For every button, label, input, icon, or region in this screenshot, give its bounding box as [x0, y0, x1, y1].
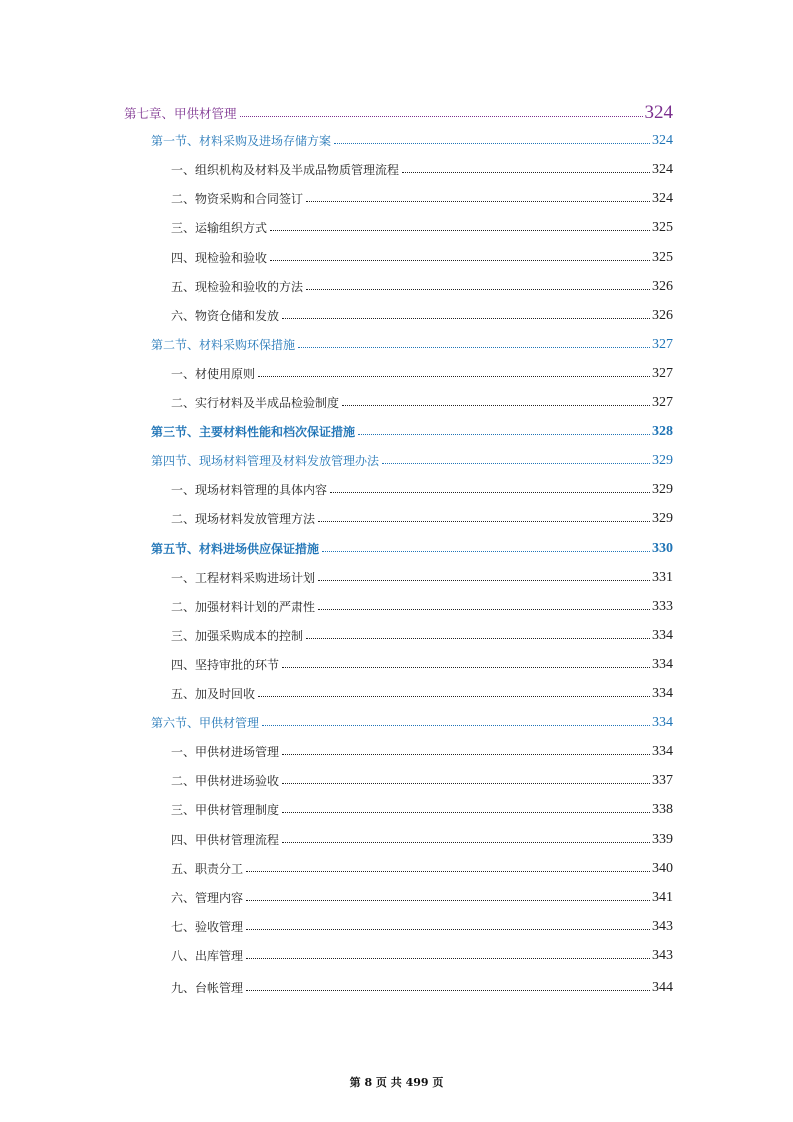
toc-entry-title: 二、实行材料及半成品检验制度	[171, 396, 340, 410]
toc-entry-page: 327	[652, 395, 673, 410]
toc-dot-leader	[298, 347, 650, 348]
toc-item-entry[interactable]	[171, 947, 673, 964]
toc-entry-title: 六、物资仓储和发放	[171, 308, 280, 323]
toc-dot-leader	[246, 900, 650, 901]
toc-entry-page: 334	[652, 715, 673, 731]
toc-entry-page: 326	[652, 307, 673, 323]
toc-item-entry[interactable]	[171, 394, 673, 411]
toc-section-entry[interactable]	[151, 714, 673, 731]
toc-entry-page: 325	[652, 220, 673, 236]
toc-item-entry[interactable]	[171, 743, 673, 760]
toc-entry-page: 325	[652, 249, 673, 265]
toc-entry-title: 二、甲供材进场验收	[171, 774, 280, 789]
toc-item-entry[interactable]	[171, 249, 673, 266]
toc-entry-page: 344	[652, 980, 673, 995]
toc-entry-title: 第四节、现场材料管理及材料发放管理办法	[151, 454, 380, 469]
toc-section-entry[interactable]	[151, 423, 673, 440]
toc-item-entry[interactable]	[171, 685, 673, 702]
toc-dot-leader	[270, 230, 650, 231]
toc-entry-page: 324	[652, 133, 673, 149]
toc-entry-title: 第三节、主要材料性能和档次保证措施	[151, 425, 356, 440]
toc-item-entry[interactable]	[171, 307, 673, 324]
toc-entry-title: 一、现场材料管理的具体内容	[171, 483, 328, 498]
toc-entry-title: 一、组织机构及材料及半成品物质管理流程	[171, 163, 400, 178]
toc-entry-page: 334	[652, 627, 673, 643]
toc-item-entry[interactable]	[171, 219, 673, 236]
toc-entry-page: 338	[652, 802, 673, 818]
toc-item-entry[interactable]	[171, 889, 673, 906]
toc-entry-page: 324	[652, 162, 673, 178]
toc-item-entry[interactable]	[171, 831, 673, 848]
toc-entry-page: 334	[652, 744, 673, 760]
toc-item-entry[interactable]	[171, 627, 673, 644]
toc-dot-leader	[306, 289, 650, 290]
toc-dot-leader	[282, 812, 650, 813]
toc-entry-page: 333	[652, 598, 673, 614]
toc-entry-title: 第五节、材料进场供应保证措施	[151, 541, 320, 556]
toc-entry-page: 330	[652, 540, 673, 556]
toc-entry-page: 340	[652, 860, 673, 876]
toc-item-entry[interactable]	[171, 918, 673, 935]
toc-item-entry[interactable]	[171, 598, 673, 615]
toc-dot-leader	[334, 143, 650, 144]
toc-dot-leader	[258, 696, 650, 697]
toc-entry-title: 第二节、材料采购环保措施	[151, 337, 296, 352]
toc-entry-page: 341	[652, 889, 673, 905]
toc-entry-title: 二、物资采购和合同签订	[171, 192, 304, 207]
toc-dot-leader	[402, 172, 650, 173]
toc-entry-title: 三、加强采购成本的控制	[171, 628, 304, 643]
toc-entry-title: 第一节、材料采购及进场存储方案	[151, 134, 332, 149]
toc-entry-title: 四、甲供材管理流程	[171, 832, 280, 847]
toc-item-entry[interactable]	[171, 979, 673, 996]
toc-entry-title: 一、材使用原则	[171, 366, 256, 381]
toc-item-entry[interactable]	[171, 161, 673, 178]
toc-dot-leader	[246, 871, 650, 872]
toc-entry-title: 四、现检验和验收	[171, 250, 268, 265]
toc-entry-page: 326	[652, 278, 673, 294]
toc-entry-title: 四、坚持审批的环节	[171, 657, 280, 672]
toc-entry-page: 331	[652, 569, 673, 585]
toc-item-entry[interactable]	[171, 656, 673, 673]
toc-entry-page: 339	[652, 831, 673, 847]
toc-dot-leader	[282, 754, 650, 755]
toc-item-entry[interactable]	[171, 772, 673, 789]
toc-chapter-entry[interactable]	[124, 103, 673, 122]
toc-item-entry[interactable]	[171, 510, 673, 527]
toc-dot-leader	[306, 638, 650, 639]
toc-dot-leader	[282, 667, 650, 668]
toc-dot-leader	[240, 116, 643, 117]
toc-section-entry[interactable]	[151, 132, 673, 149]
toc-entry-title: 二、现场材料发放管理方法	[171, 512, 316, 527]
page-footer: 第 8 页 共 499 页	[349, 1076, 444, 1089]
toc-dot-leader	[282, 318, 650, 319]
toc-dot-leader	[322, 551, 650, 552]
toc-entry-title: 二、加强材料计划的严肃性	[171, 599, 316, 614]
toc-dot-leader	[306, 201, 650, 202]
toc-entry-title: 五、加及时回收	[171, 687, 256, 701]
toc-entry-page: 327	[652, 365, 673, 381]
toc-entry-title: 五、现检验和验收的方法	[171, 279, 304, 294]
toc-entry-title: 第七章、甲供材管理	[124, 106, 237, 121]
toc-entry-title: 一、甲供材进场管理	[171, 745, 280, 760]
toc-section-entry[interactable]	[151, 336, 673, 353]
toc-entry-page: 328	[652, 424, 673, 440]
toc-dot-leader	[330, 492, 650, 493]
toc-entry-page: 334	[652, 686, 673, 701]
toc-entry-page: 337	[652, 773, 673, 789]
toc-entry-page: 324	[652, 191, 673, 207]
toc-dot-leader	[318, 521, 650, 522]
toc-entry-title: 九、台帐管理	[171, 981, 244, 995]
toc-section-entry[interactable]	[151, 540, 673, 557]
toc-item-entry[interactable]	[171, 801, 673, 818]
toc-item-entry[interactable]	[171, 569, 673, 586]
toc-dot-leader	[246, 958, 650, 959]
toc-dot-leader	[318, 609, 650, 610]
toc-dot-leader	[262, 725, 650, 726]
toc-item-entry[interactable]	[171, 365, 673, 382]
toc-entry-title: 八、出库管理	[171, 948, 244, 963]
toc-item-entry[interactable]	[171, 278, 673, 295]
toc-entry-title: 三、运输组织方式	[171, 221, 268, 236]
toc-entry-title: 一、工程材料采购进场计划	[171, 570, 316, 585]
toc-item-entry[interactable]	[171, 190, 673, 207]
toc-entry-page: 329	[652, 482, 673, 498]
toc-entry-page: 343	[652, 918, 673, 934]
toc-dot-leader	[318, 580, 650, 581]
toc-entry-page: 327	[652, 336, 673, 352]
toc-dot-leader	[282, 842, 650, 843]
toc-entry-page: 334	[652, 656, 673, 672]
toc-dot-leader	[282, 783, 650, 784]
toc-section-entry[interactable]	[151, 452, 673, 469]
toc-entry-title: 六、管理内容	[171, 890, 244, 905]
toc-dot-leader	[258, 376, 650, 377]
toc-dot-leader	[270, 260, 650, 261]
toc-entry-page: 329	[652, 453, 673, 469]
toc-entry-page: 329	[652, 511, 673, 527]
toc-entry-page: 324	[644, 102, 673, 123]
toc-entry-title: 七、验收管理	[171, 919, 244, 934]
toc-entry-page: 343	[652, 947, 673, 963]
toc-dot-leader	[382, 463, 650, 464]
toc-item-entry[interactable]	[171, 860, 673, 877]
toc-entry-title: 五、职责分工	[171, 861, 244, 876]
toc-dot-leader	[342, 405, 650, 406]
toc-entry-title: 第六节、甲供材管理	[151, 716, 260, 731]
toc-dot-leader	[358, 434, 650, 435]
toc-dot-leader	[246, 990, 650, 991]
toc-dot-leader	[246, 929, 650, 930]
toc-item-entry[interactable]	[171, 481, 673, 498]
toc-entry-title: 三、甲供材管理制度	[171, 803, 280, 818]
